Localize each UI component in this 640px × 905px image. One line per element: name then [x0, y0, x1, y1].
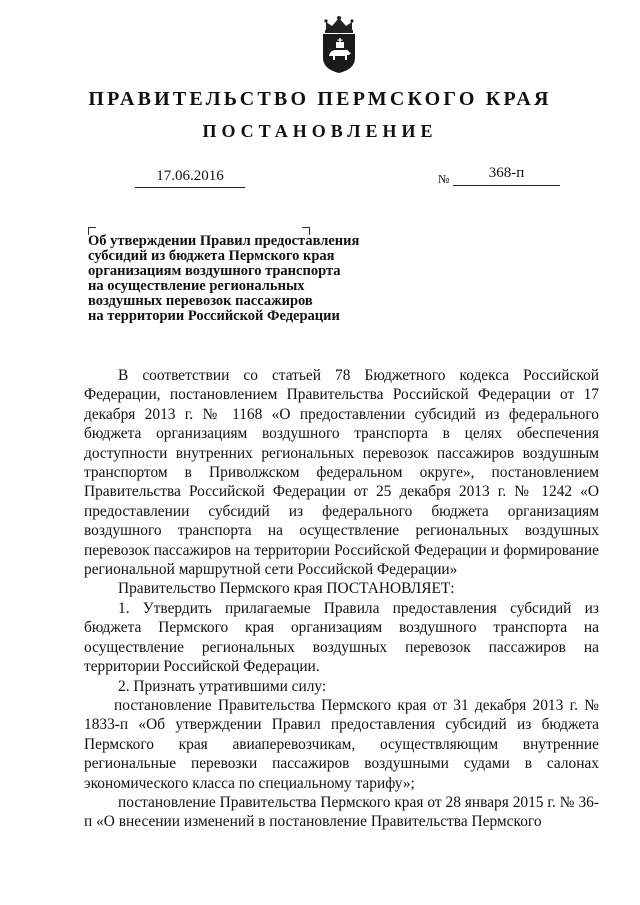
document-number: 368-п: [453, 165, 560, 186]
document-date: 17.06.2016: [135, 168, 245, 188]
intro-paragraph: В соответствии со статьей 78 Бюджетного кодекса Российской Федерации, постановлением Правительства Российской Федерации от 17 декабря 2013 г. № 1168 «О предоставлении субсидий из федерального бюджета организациям воздушного транспорта в целях обеспечения доступности внутренних региональных перевозок пассажиров воздушным транспортом в Приволжском федеральном округе», постановлением Правительства Российской Федерации от 25 декабря 2013 г. № 1242 «О предоставлении субсидий из федерального бюджета организациям воздушного транспорта на осуществление региональных воздушных перевозок пассажиров на территории Российской Федерации и формирование региональной маршрутной сети Российской Федерации»: [84, 367, 599, 579]
item-1-paragraph: 1. Утвердить прилагаемые Правила предоставления субсидий из бюджета Пермского края организациям воздушного транспорта на осуществление региональных воздушных перевозок пассажиров на территории Российской Федерации.: [84, 599, 599, 676]
document-type: ПОСТАНОВЛЕНИЕ: [202, 121, 438, 141]
subject-line: на осуществление региональных: [88, 278, 305, 294]
subject-line: субсидий из бюджета Пермского края: [88, 248, 335, 264]
perm-krai-coat-of-arms-icon: [318, 14, 360, 74]
document-subject: [88, 234, 388, 324]
decree-paragraph: Правительство Пермского края ПОСТАНОВЛЯЕТ:: [118, 580, 455, 598]
subject-line: организациям воздушного транспорта: [88, 263, 341, 279]
number-sign: №: [438, 172, 450, 186]
government-title: ПРАВИТЕЛЬСТВО ПЕРМСКОГО КРАЯ: [88, 88, 552, 110]
item-2a-paragraph: постановление Правительства Пермского края от 31 декабря 2013 г. № 1833-п «Об утверждении Правил предоставления субсидий из бюджета Пермского края авиаперевозчикам, осуществляющим внутренние региональные перевозки пассажиров воздушными судами в салонах экономического класса по специальному тарифу»;: [84, 696, 599, 792]
document-body: [84, 366, 599, 832]
subject-line: воздушных перевозок пассажиров: [88, 293, 313, 309]
item-2b-paragraph: постановление Правительства Пермского края от 28 января 2015 г. № 36-п «О внесении изменений в постановление Правительства Пермского: [84, 793, 599, 831]
subject-line: на территории Российской Федерации: [88, 308, 340, 324]
item-2-paragraph: 2. Признать утратившими силу:: [118, 677, 327, 695]
subject-line: Об утверждении Правил предоставления: [88, 233, 360, 249]
